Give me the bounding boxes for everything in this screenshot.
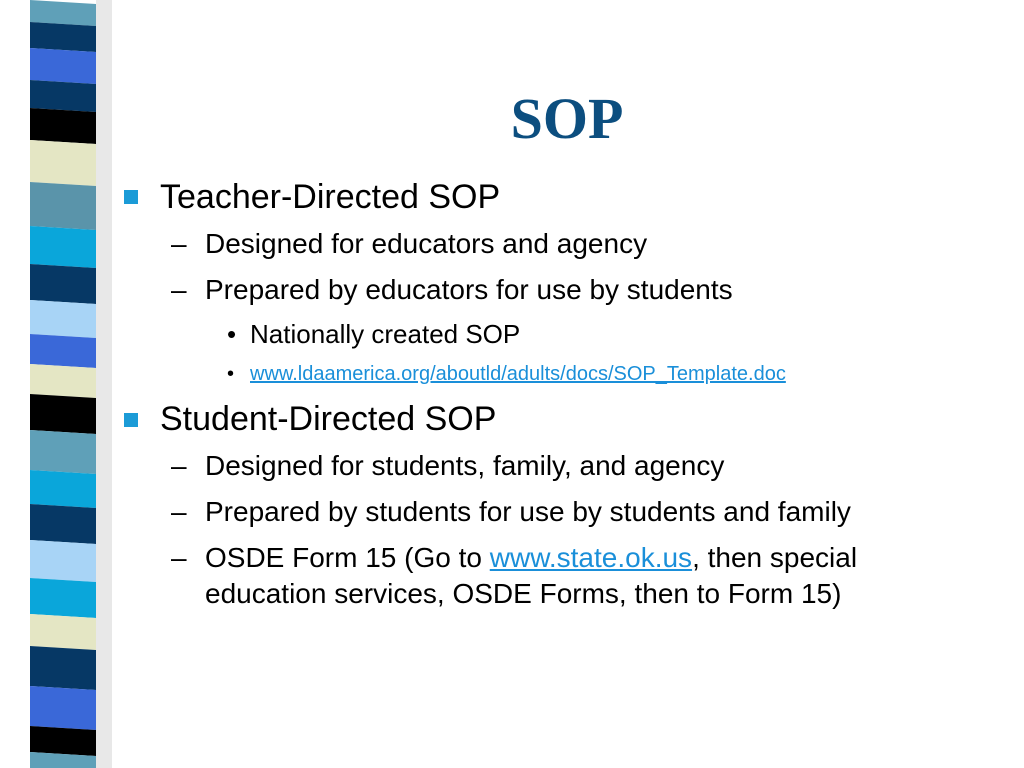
- stripe-segment: [30, 470, 96, 508]
- dash-marker: –: [171, 274, 187, 305]
- stripe-segment: [30, 686, 96, 730]
- section-heading-student-directed: Student-Directed SOP: [160, 400, 497, 438]
- stripe-segment: [30, 504, 96, 544]
- dash-marker: –: [171, 450, 187, 481]
- stripe-segment: [30, 0, 96, 26]
- list-item: Prepared by students for use by students and family: [205, 496, 851, 527]
- osde-text-before-link: OSDE Form 15 (Go to: [205, 542, 490, 573]
- dash-marker: –: [171, 496, 187, 527]
- stripe-segment: [30, 394, 96, 434]
- stripe-segment: [30, 614, 96, 650]
- list-item: Prepared by educators for use by students: [205, 274, 733, 305]
- dash-marker: –: [171, 228, 187, 259]
- state-ok-link[interactable]: www.state.ok.us: [489, 542, 693, 573]
- sub-list-item: Nationally created SOP: [250, 319, 521, 349]
- list-item-osde-form: [205, 541, 857, 575]
- stripe-segment: [30, 300, 96, 338]
- stripe-segment: [30, 430, 96, 474]
- stripe-segment: [30, 646, 96, 690]
- stripe-segment: [30, 48, 96, 84]
- section-heading-teacher-directed: Teacher-Directed SOP: [160, 178, 501, 216]
- dot-marker: •: [227, 363, 235, 385]
- osde-text-after-link: , then special: [692, 542, 858, 573]
- sop-template-link[interactable]: www.ldaamerica.org/aboutld/adults/docs/SOP_Template.doc: [250, 363, 786, 385]
- stripe-segment: [30, 578, 96, 618]
- stripe-segment: [30, 264, 96, 304]
- dash-marker: –: [171, 542, 187, 573]
- stripe-segment: [30, 22, 96, 52]
- list-item-continuation: education services, OSDE Forms, then to Form 15): [205, 578, 842, 609]
- list-item: Designed for educators and agency: [205, 228, 648, 259]
- list-item: Designed for students, family, and agency: [205, 450, 725, 481]
- stripe-segment: [30, 334, 96, 368]
- square-bullet-icon: [124, 190, 138, 204]
- stripe-segment: [30, 726, 96, 756]
- stripe-segment: [30, 364, 96, 398]
- stripe-segment: [30, 182, 96, 230]
- square-bullet-icon: [124, 413, 138, 427]
- dot-marker: •: [227, 319, 237, 349]
- stripe-segment: [30, 226, 96, 268]
- slide-title: SOP: [510, 86, 624, 151]
- stripe-segment: [30, 540, 96, 582]
